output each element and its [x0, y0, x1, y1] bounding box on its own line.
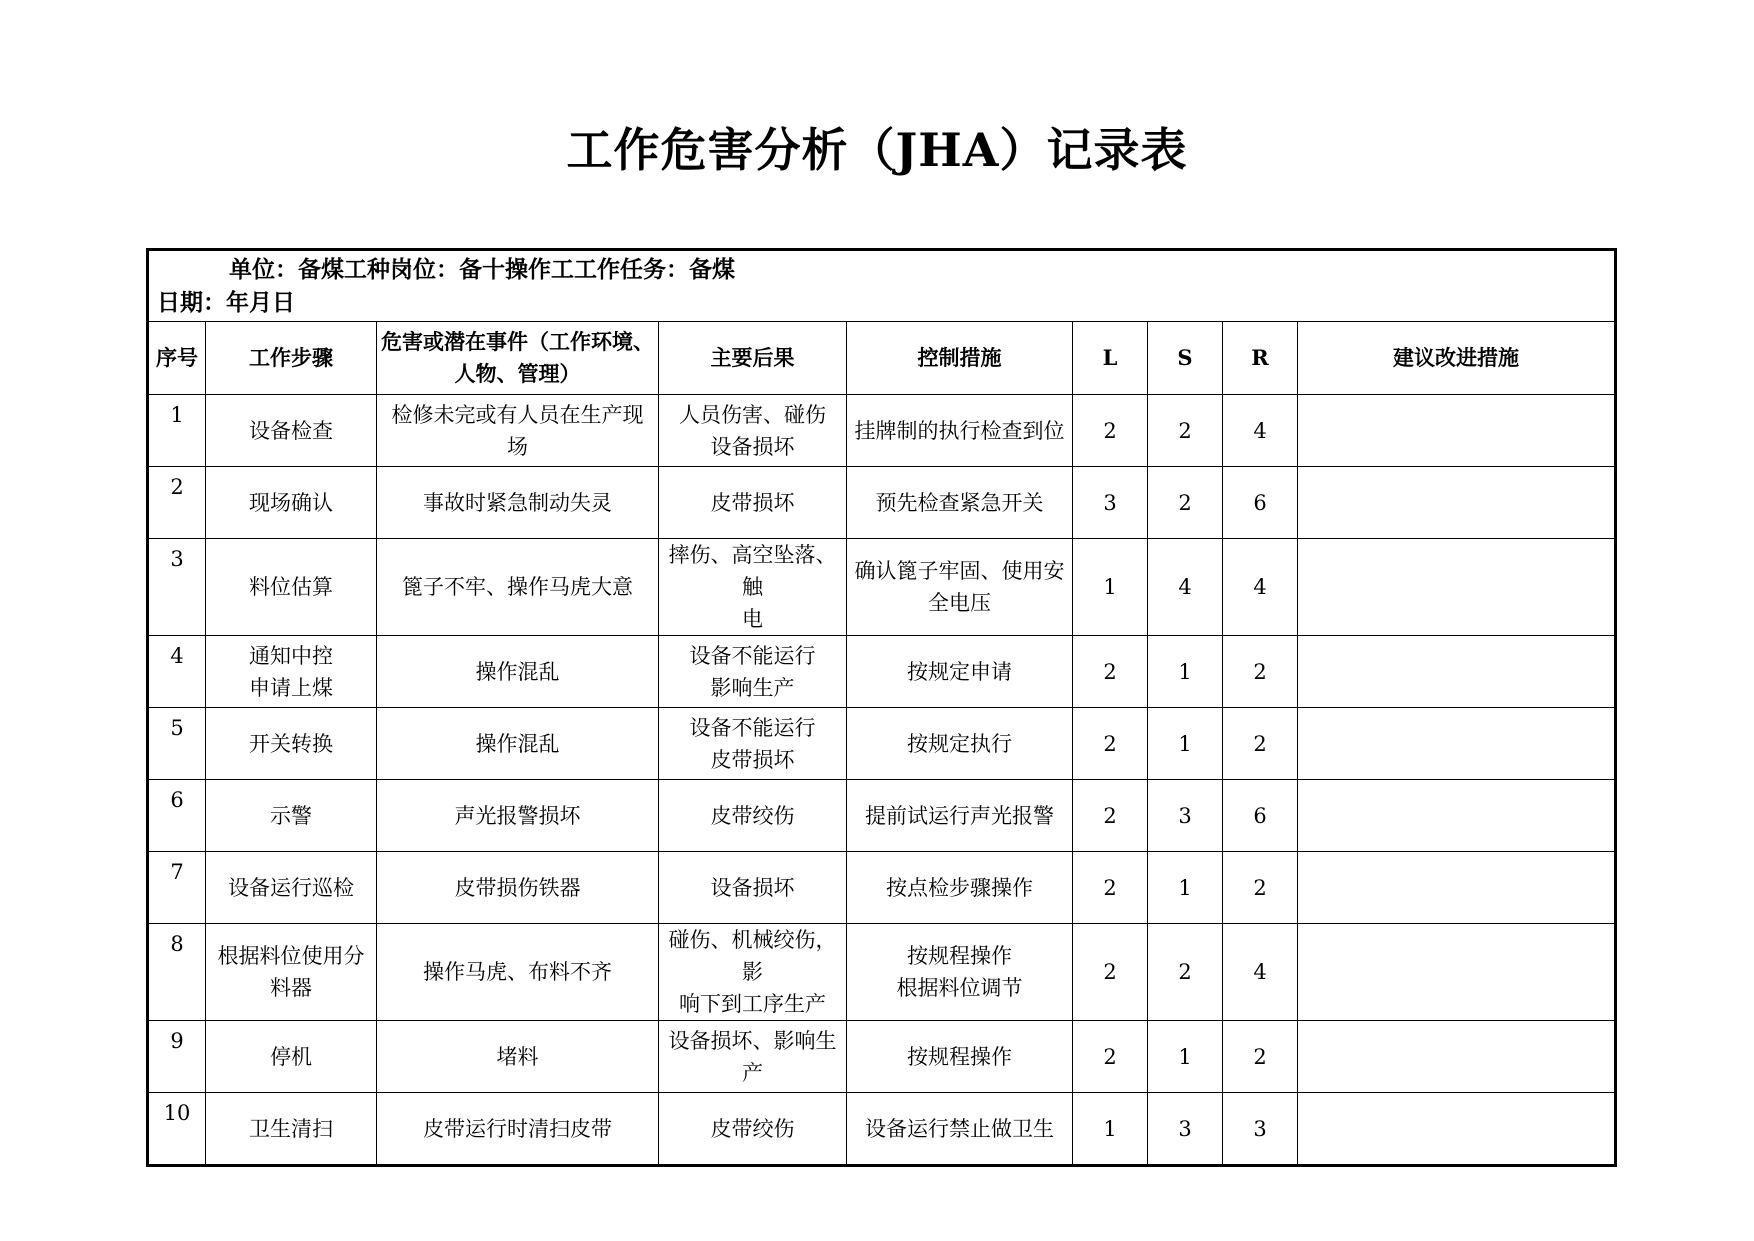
- control-cell: [847, 780, 1073, 852]
- info-cell: [148, 250, 1616, 322]
- consequence-cell: [659, 636, 847, 708]
- header-row: [148, 322, 1616, 395]
- seq-cell-text: 10: [163, 1101, 191, 1125]
- hazard-cell: [377, 852, 659, 924]
- r-value-cell-text: 2: [1253, 659, 1267, 684]
- hazard-cell-text: 操作马虎、布料不齐: [423, 960, 612, 984]
- seq-cell-text: 8: [170, 932, 184, 956]
- s-value-cell-text: 1: [1178, 875, 1192, 900]
- control-cell-text: 预先检查紧急开关: [875, 490, 1044, 515]
- s-value-cell: [1148, 1093, 1223, 1166]
- l-value-cell-text: 1: [1103, 575, 1117, 599]
- seq-cell: [148, 636, 206, 708]
- l-value-cell: [1073, 636, 1148, 708]
- consequence-cell: [659, 708, 847, 780]
- unit-position-task-line: 单位：备煤工种岗位：备十操作工工作任务：备煤: [229, 256, 735, 283]
- l-value-cell: [1073, 467, 1148, 539]
- info-row: [148, 250, 1616, 322]
- header-control: 控制措施: [847, 322, 1073, 395]
- consequence-cell-text: 摔伤、高空坠落、触 电: [668, 543, 837, 631]
- seq-cell-text: 6: [170, 788, 184, 812]
- table-row: [148, 1021, 1616, 1093]
- step-cell-text: 停机: [270, 1044, 312, 1069]
- seq-cell: [148, 395, 206, 467]
- suggestion-cell: [1298, 780, 1616, 852]
- l-value-cell: [1073, 1093, 1148, 1166]
- r-value-cell-text: 3: [1253, 1116, 1267, 1141]
- r-value-cell: [1223, 636, 1298, 708]
- l-value-cell-text: 3: [1103, 490, 1117, 515]
- control-cell: [847, 1021, 1073, 1093]
- consequence-cell: [659, 539, 847, 636]
- consequence-cell-text: 设备损坏、影响生产: [668, 1028, 837, 1085]
- r-value-cell: [1223, 852, 1298, 924]
- r-value-cell-text: 4: [1253, 418, 1267, 443]
- s-value-cell-text: 3: [1178, 803, 1192, 828]
- step-cell-text: 开关转换: [249, 731, 333, 756]
- s-value-cell: [1148, 467, 1223, 539]
- seq-cell: [148, 924, 206, 1021]
- suggestion-cell: [1298, 1021, 1616, 1093]
- r-value-cell-text: 2: [1253, 731, 1267, 756]
- control-cell-text: 按规定执行: [907, 731, 1012, 756]
- seq-cell: [148, 708, 206, 780]
- seq-cell-text: 1: [170, 403, 184, 427]
- hazard-cell: [377, 636, 659, 708]
- hazard-cell: [377, 539, 659, 636]
- r-value-cell: [1223, 467, 1298, 539]
- control-cell: [847, 852, 1073, 924]
- l-value-cell: [1073, 395, 1148, 467]
- step-cell: [206, 924, 377, 1021]
- consequence-cell: [659, 1093, 847, 1166]
- s-value-cell-text: 2: [1178, 960, 1192, 984]
- table-row: [148, 539, 1616, 636]
- consequence-cell-text: 皮带损坏: [710, 490, 795, 515]
- step-cell: [206, 780, 377, 852]
- step-cell-text: 设备检查: [249, 418, 333, 443]
- control-cell-text: 按规定申请: [907, 659, 1012, 684]
- hazard-cell-text: 操作混乱: [475, 731, 560, 756]
- consequence-cell: [659, 395, 847, 467]
- hazard-cell: [377, 1093, 659, 1166]
- header-consequence: 主要后果: [659, 322, 847, 395]
- l-value-cell: [1073, 852, 1148, 924]
- r-value-cell: [1223, 395, 1298, 467]
- step-cell: [206, 1021, 377, 1093]
- suggestion-cell: [1298, 924, 1616, 1021]
- hazard-cell-text: 事故时紧急制动失灵: [423, 490, 612, 515]
- step-cell: [206, 539, 377, 636]
- l-value-cell-text: 2: [1103, 418, 1117, 443]
- suggestion-cell: [1298, 539, 1616, 636]
- header-suggestion: 建议改进措施: [1298, 322, 1616, 395]
- suggestion-cell: [1298, 708, 1616, 780]
- table-row: [148, 1093, 1616, 1166]
- l-value-cell-text: 1: [1103, 1116, 1117, 1141]
- header-s: S: [1148, 322, 1223, 395]
- control-cell-text: 提前试运行声光报警: [865, 803, 1054, 828]
- control-cell-text: 按点检步骤操作: [886, 875, 1033, 900]
- s-value-cell: [1148, 780, 1223, 852]
- consequence-cell-text: 设备损坏: [710, 875, 795, 900]
- header-l: L: [1073, 322, 1148, 395]
- seq-cell: [148, 467, 206, 539]
- consequence-cell-text: 皮带绞伤: [710, 803, 795, 828]
- s-value-cell: [1148, 395, 1223, 467]
- hazard-cell: [377, 924, 659, 1021]
- s-value-cell-text: 4: [1178, 575, 1192, 599]
- consequence-cell-text: 设备不能运行 皮带损坏: [689, 715, 816, 772]
- s-value-cell-text: 3: [1178, 1116, 1192, 1141]
- r-value-cell-text: 2: [1253, 875, 1267, 900]
- l-value-cell: [1073, 1021, 1148, 1093]
- r-value-cell: [1223, 1021, 1298, 1093]
- hazard-cell-text: 篦子不牢、操作马虎大意: [402, 575, 633, 599]
- date-line: 日期：年月日: [157, 289, 295, 316]
- hazard-cell: [377, 1021, 659, 1093]
- r-value-cell-text: 4: [1253, 960, 1267, 984]
- hazard-cell: [377, 708, 659, 780]
- l-value-cell-text: 2: [1103, 960, 1117, 984]
- suggestion-cell: [1298, 636, 1616, 708]
- hazard-cell-text: 皮带损伤铁器: [454, 875, 581, 900]
- s-value-cell-text: 2: [1178, 490, 1192, 515]
- hazard-cell-text: 声光报警损坏: [454, 803, 581, 828]
- table-row: [148, 852, 1616, 924]
- suggestion-cell: [1298, 395, 1616, 467]
- control-cell-text: 设备运行禁止做卫生: [865, 1116, 1054, 1141]
- step-cell: [206, 636, 377, 708]
- control-cell: [847, 708, 1073, 780]
- l-value-cell-text: 2: [1103, 731, 1117, 756]
- r-value-cell-text: 6: [1253, 490, 1267, 515]
- control-cell: [847, 1093, 1073, 1166]
- s-value-cell: [1148, 539, 1223, 636]
- l-value-cell: [1073, 924, 1148, 1021]
- seq-cell-text: 7: [170, 860, 184, 884]
- step-cell: [206, 852, 377, 924]
- s-value-cell: [1148, 1021, 1223, 1093]
- r-value-cell: [1223, 924, 1298, 1021]
- table-row: [148, 708, 1616, 780]
- step-cell-text: 示警: [270, 803, 312, 828]
- control-cell: [847, 395, 1073, 467]
- s-value-cell-text: 1: [1178, 1044, 1192, 1069]
- consequence-cell-text: 皮带绞伤: [710, 1116, 795, 1141]
- s-value-cell-text: 1: [1178, 659, 1192, 684]
- s-value-cell: [1148, 852, 1223, 924]
- r-value-cell: [1223, 1093, 1298, 1166]
- r-value-cell: [1223, 780, 1298, 852]
- control-cell-text: 挂牌制的执行检查到位: [854, 418, 1065, 443]
- seq-cell-text: 3: [170, 547, 184, 571]
- hazard-cell: [377, 395, 659, 467]
- step-cell: [206, 708, 377, 780]
- s-value-cell: [1148, 708, 1223, 780]
- consequence-cell: [659, 924, 847, 1021]
- jha-record-table: [146, 248, 1617, 1167]
- r-value-cell-text: 2: [1253, 1044, 1267, 1069]
- step-cell-text: 卫生清扫: [249, 1116, 333, 1141]
- seq-cell: [148, 852, 206, 924]
- consequence-cell: [659, 780, 847, 852]
- step-cell-text: 料位估算: [249, 575, 333, 599]
- control-cell-text: 按规程操作 根据料位调节: [896, 944, 1023, 1000]
- hazard-cell-text: 检修未完或有人员在生产现 场: [391, 402, 644, 459]
- l-value-cell-text: 2: [1103, 659, 1117, 684]
- control-cell-text: 确认篦子牢固、使用安 全电压: [854, 559, 1065, 615]
- step-cell: [206, 395, 377, 467]
- suggestion-cell: [1298, 1093, 1616, 1166]
- step-cell-text: 设备运行巡检: [228, 875, 354, 900]
- header-seq: 序号: [148, 322, 206, 395]
- hazard-cell: [377, 467, 659, 539]
- s-value-cell-text: 2: [1178, 418, 1192, 443]
- hazard-cell-text: 皮带运行时清扫皮带: [423, 1116, 612, 1141]
- l-value-cell-text: 2: [1103, 875, 1117, 900]
- control-cell-text: 按规程操作: [907, 1044, 1012, 1069]
- seq-cell: [148, 539, 206, 636]
- s-value-cell: [1148, 924, 1223, 1021]
- header-r: R: [1223, 322, 1298, 395]
- l-value-cell-text: 2: [1103, 803, 1117, 828]
- r-value-cell: [1223, 539, 1298, 636]
- consequence-cell-text: 设备不能运行 影响生产: [689, 643, 816, 700]
- control-cell: [847, 539, 1073, 636]
- hazard-cell-text: 操作混乱: [475, 659, 560, 684]
- r-value-cell-text: 4: [1253, 575, 1267, 599]
- step-cell: [206, 467, 377, 539]
- seq-cell: [148, 1093, 206, 1166]
- control-cell: [847, 467, 1073, 539]
- s-value-cell-text: 1: [1178, 731, 1192, 756]
- l-value-cell-text: 2: [1103, 1044, 1117, 1069]
- table-row: [148, 636, 1616, 708]
- seq-cell-text: 5: [170, 716, 184, 740]
- hazard-cell: [377, 780, 659, 852]
- l-value-cell: [1073, 539, 1148, 636]
- table-row: [148, 780, 1616, 852]
- seq-cell-text: 2: [170, 475, 184, 499]
- consequence-cell: [659, 467, 847, 539]
- s-value-cell: [1148, 636, 1223, 708]
- control-cell: [847, 636, 1073, 708]
- l-value-cell: [1073, 708, 1148, 780]
- l-value-cell: [1073, 780, 1148, 852]
- hazard-cell-text: 堵料: [496, 1044, 539, 1069]
- seq-cell: [148, 1021, 206, 1093]
- step-cell-text: 通知中控 申请上煤: [249, 643, 333, 700]
- seq-cell-text: 9: [170, 1029, 184, 1053]
- seq-cell: [148, 780, 206, 852]
- step-cell-text: 现场确认: [249, 490, 333, 515]
- r-value-cell-text: 6: [1253, 803, 1267, 828]
- table-row: [148, 924, 1616, 1021]
- seq-cell-text: 4: [170, 644, 184, 668]
- r-value-cell: [1223, 708, 1298, 780]
- header-step: 工作步骤: [206, 322, 377, 395]
- control-cell: [847, 924, 1073, 1021]
- table-row: [148, 467, 1616, 539]
- document-title: 工作危害分析（JHA）记录表: [566, 123, 1188, 177]
- table-row: [148, 395, 1616, 467]
- suggestion-cell: [1298, 467, 1616, 539]
- consequence-cell-text: 人员伤害、碰伤 设备损坏: [679, 402, 826, 459]
- header-hazard: 危害或潜在事件（工作环境、 人物、管理）: [377, 322, 659, 395]
- consequence-cell: [659, 1021, 847, 1093]
- consequence-cell-text: 碰伤、机械绞伤，影 响下到工序生产: [668, 928, 837, 1016]
- suggestion-cell: [1298, 852, 1616, 924]
- step-cell: [206, 1093, 377, 1166]
- step-cell-text: 根据料位使用分 料器: [217, 944, 365, 1000]
- consequence-cell: [659, 852, 847, 924]
